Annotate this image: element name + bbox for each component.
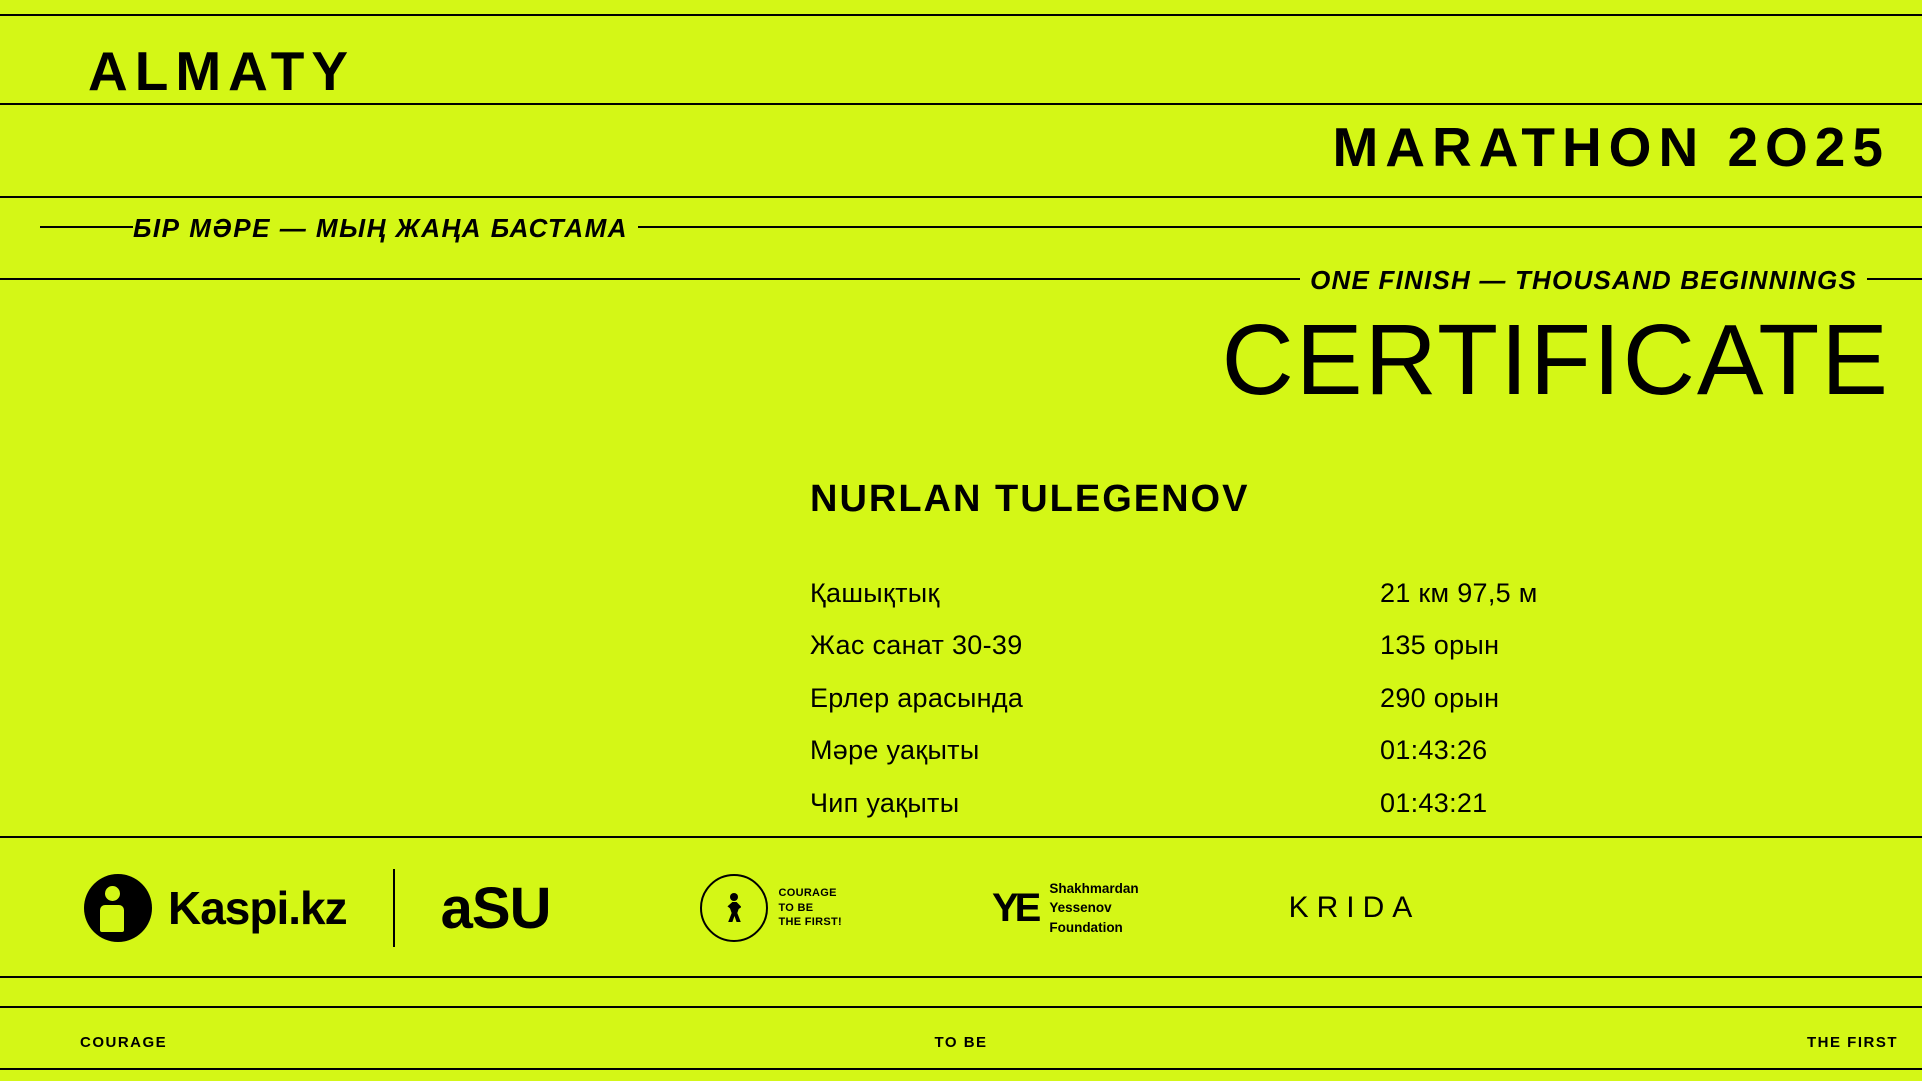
result-value: 21 км 97,5 м bbox=[1380, 578, 1538, 608]
sponsor-kaspi bbox=[84, 842, 347, 974]
result-label: Мәре уақыты bbox=[810, 735, 980, 766]
rule-sponsors-bottom bbox=[0, 976, 1922, 978]
shakhmardan-line-2: Yessenov bbox=[1049, 900, 1112, 916]
result-value: 135 орын bbox=[1380, 630, 1500, 661]
city-title: ALMATY bbox=[88, 40, 356, 102]
slogan-kazakh: БІР МӘРЕ — МЫҢ ЖАҢА БАСТАМА bbox=[133, 215, 638, 241]
sponsor-courage-fund bbox=[700, 842, 842, 974]
courage-line-1: COURAGE bbox=[778, 886, 837, 899]
table-row bbox=[810, 732, 1630, 768]
event-title: MARATHON 2O25 bbox=[1332, 116, 1890, 178]
table-row bbox=[810, 575, 1630, 611]
results-table bbox=[810, 575, 1630, 837]
result-value: 290 орын bbox=[1380, 682, 1500, 713]
sponsor-shakhmardan-label bbox=[1049, 879, 1138, 938]
yessenov-logo-icon: YE bbox=[991, 885, 1038, 930]
sponsor-courage-label bbox=[778, 886, 842, 931]
footer bbox=[0, 1012, 1922, 1072]
courage-line-3: THE FIRST! bbox=[778, 916, 842, 929]
athlete-name: NURLAN TULEGENOV bbox=[810, 478, 1250, 520]
sponsor-divider bbox=[393, 869, 395, 947]
page-title: CERTIFICATE bbox=[1221, 304, 1890, 416]
table-row bbox=[810, 627, 1630, 663]
result-value: 01:43:26 bbox=[1380, 735, 1488, 766]
table-row bbox=[810, 785, 1630, 821]
courage-line-2: TO BE bbox=[778, 901, 814, 914]
courage-badge-icon bbox=[700, 874, 768, 942]
runner-figure-icon bbox=[726, 893, 742, 923]
footer-right-text: THE FIRST bbox=[1807, 1033, 1898, 1051]
rule-top-1 bbox=[0, 14, 1922, 16]
sponsor-krida: KRIDA bbox=[1288, 891, 1421, 924]
table-row bbox=[810, 680, 1630, 716]
footer-center-text: TO BE bbox=[934, 1033, 988, 1051]
footer-left-text: COURAGE bbox=[80, 1033, 168, 1051]
result-label: Қашықтық bbox=[810, 578, 940, 608]
shakhmardan-line-1: Shakhmardan bbox=[1049, 880, 1139, 896]
kaspi-logo-icon bbox=[84, 874, 152, 942]
shakhmardan-line-3: Foundation bbox=[1049, 919, 1123, 935]
sponsor-bar bbox=[0, 842, 1922, 974]
result-value: 01:43:21 bbox=[1380, 787, 1488, 818]
rule-footer-top bbox=[0, 1006, 1922, 1008]
slogan-english: ONE FINISH — THOUSAND BEGINNINGS bbox=[1300, 267, 1867, 293]
sponsor-asu: aSU bbox=[440, 875, 551, 941]
sponsor-kaspi-label: Kaspi.kz bbox=[168, 882, 347, 934]
result-label: Ерлер арасында bbox=[810, 682, 1024, 713]
result-label: Жас санат 30-39 bbox=[810, 630, 1023, 661]
result-label: Чип уақыты bbox=[810, 787, 960, 818]
rule-top-2 bbox=[0, 103, 1922, 105]
rule-top-3 bbox=[0, 196, 1922, 198]
sponsor-shakhmardan-yessenov bbox=[992, 842, 1139, 974]
